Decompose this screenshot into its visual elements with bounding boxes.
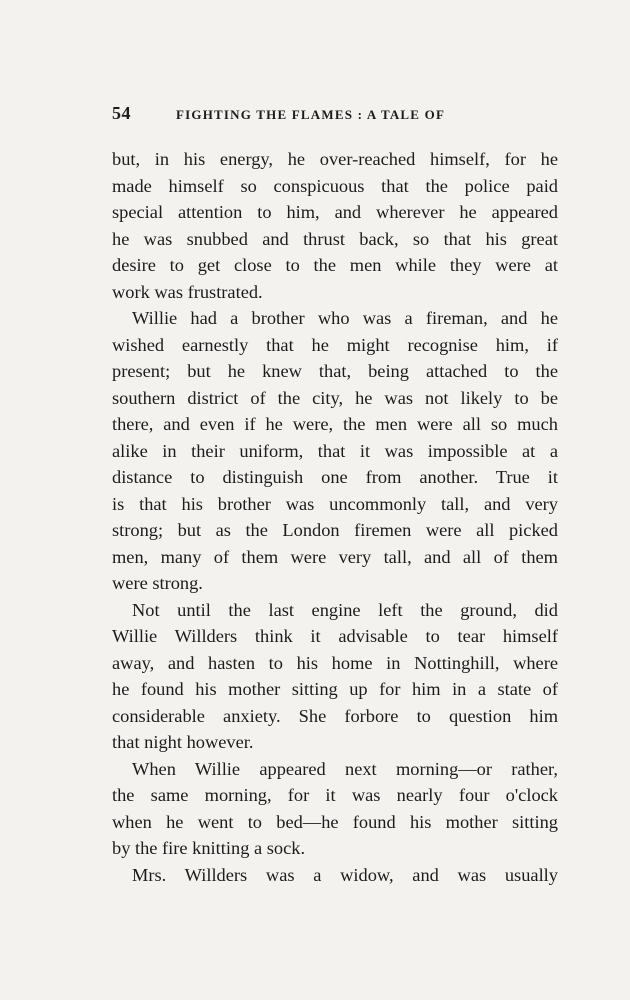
text-line: special attention to him, and wherever he appeared xyxy=(112,202,558,222)
text-line: the same morning, for it was nearly four o'clock xyxy=(112,785,558,805)
text-line: Not until the last engine left the ground, did xyxy=(132,599,558,620)
text-line: were strong. xyxy=(112,573,203,593)
text-line: is that his brother was uncommonly tall, and very xyxy=(112,493,558,514)
page-header xyxy=(112,103,558,127)
text-line: men, many of them were very tall, and all of them xyxy=(112,546,558,567)
text-line: he was snubbed and thrust back, so that his great xyxy=(112,228,558,249)
text-line: away, and hasten to his home in Nottinghill, where xyxy=(112,652,558,673)
text-line: when he went to bed—he found his mother sitting xyxy=(112,811,558,832)
running-head: FIGHTING THE FLAMES : A TALE OF xyxy=(176,107,446,122)
text-line: Mrs. Willders was a widow, and was usually xyxy=(132,864,558,885)
text-line: alike in their uniform, that it was impossible at a xyxy=(112,440,558,461)
text-line: Willie Willders think it advisable to tear himself xyxy=(112,626,558,646)
body-text xyxy=(112,146,558,888)
text-line: that night however. xyxy=(112,732,254,752)
page-number: 54 xyxy=(112,103,131,123)
text-line: present; but he knew that, being attached to the xyxy=(112,361,558,381)
text-line: he found his mother sitting up for him in a state of xyxy=(112,679,558,699)
text-line: strong; but as the London firemen were all picked xyxy=(112,520,558,540)
text-line: but, in his energy, he over-reached himself, for he xyxy=(112,149,558,169)
text-line: wished earnestly that he might recognise him, if xyxy=(112,334,558,355)
text-line: southern district of the city, he was not likely to be xyxy=(112,387,558,408)
text-line: there, and even if he were, the men were all so much xyxy=(112,414,558,434)
text-line: considerable anxiety. She forbore to question him xyxy=(112,705,558,726)
text-line: distance to distinguish one from another. True it xyxy=(112,467,558,487)
text-line: When Willie appeared next morning—or rather, xyxy=(132,758,558,779)
text-line: work was frustrated. xyxy=(112,281,263,302)
text-line: desire to get close to the men while they were at xyxy=(112,255,558,275)
text-line: by the fire knitting a sock. xyxy=(112,838,306,858)
text-line: Willie had a brother who was a fireman, and he xyxy=(132,308,558,328)
text-line: made himself so conspicuous that the police paid xyxy=(112,175,558,196)
